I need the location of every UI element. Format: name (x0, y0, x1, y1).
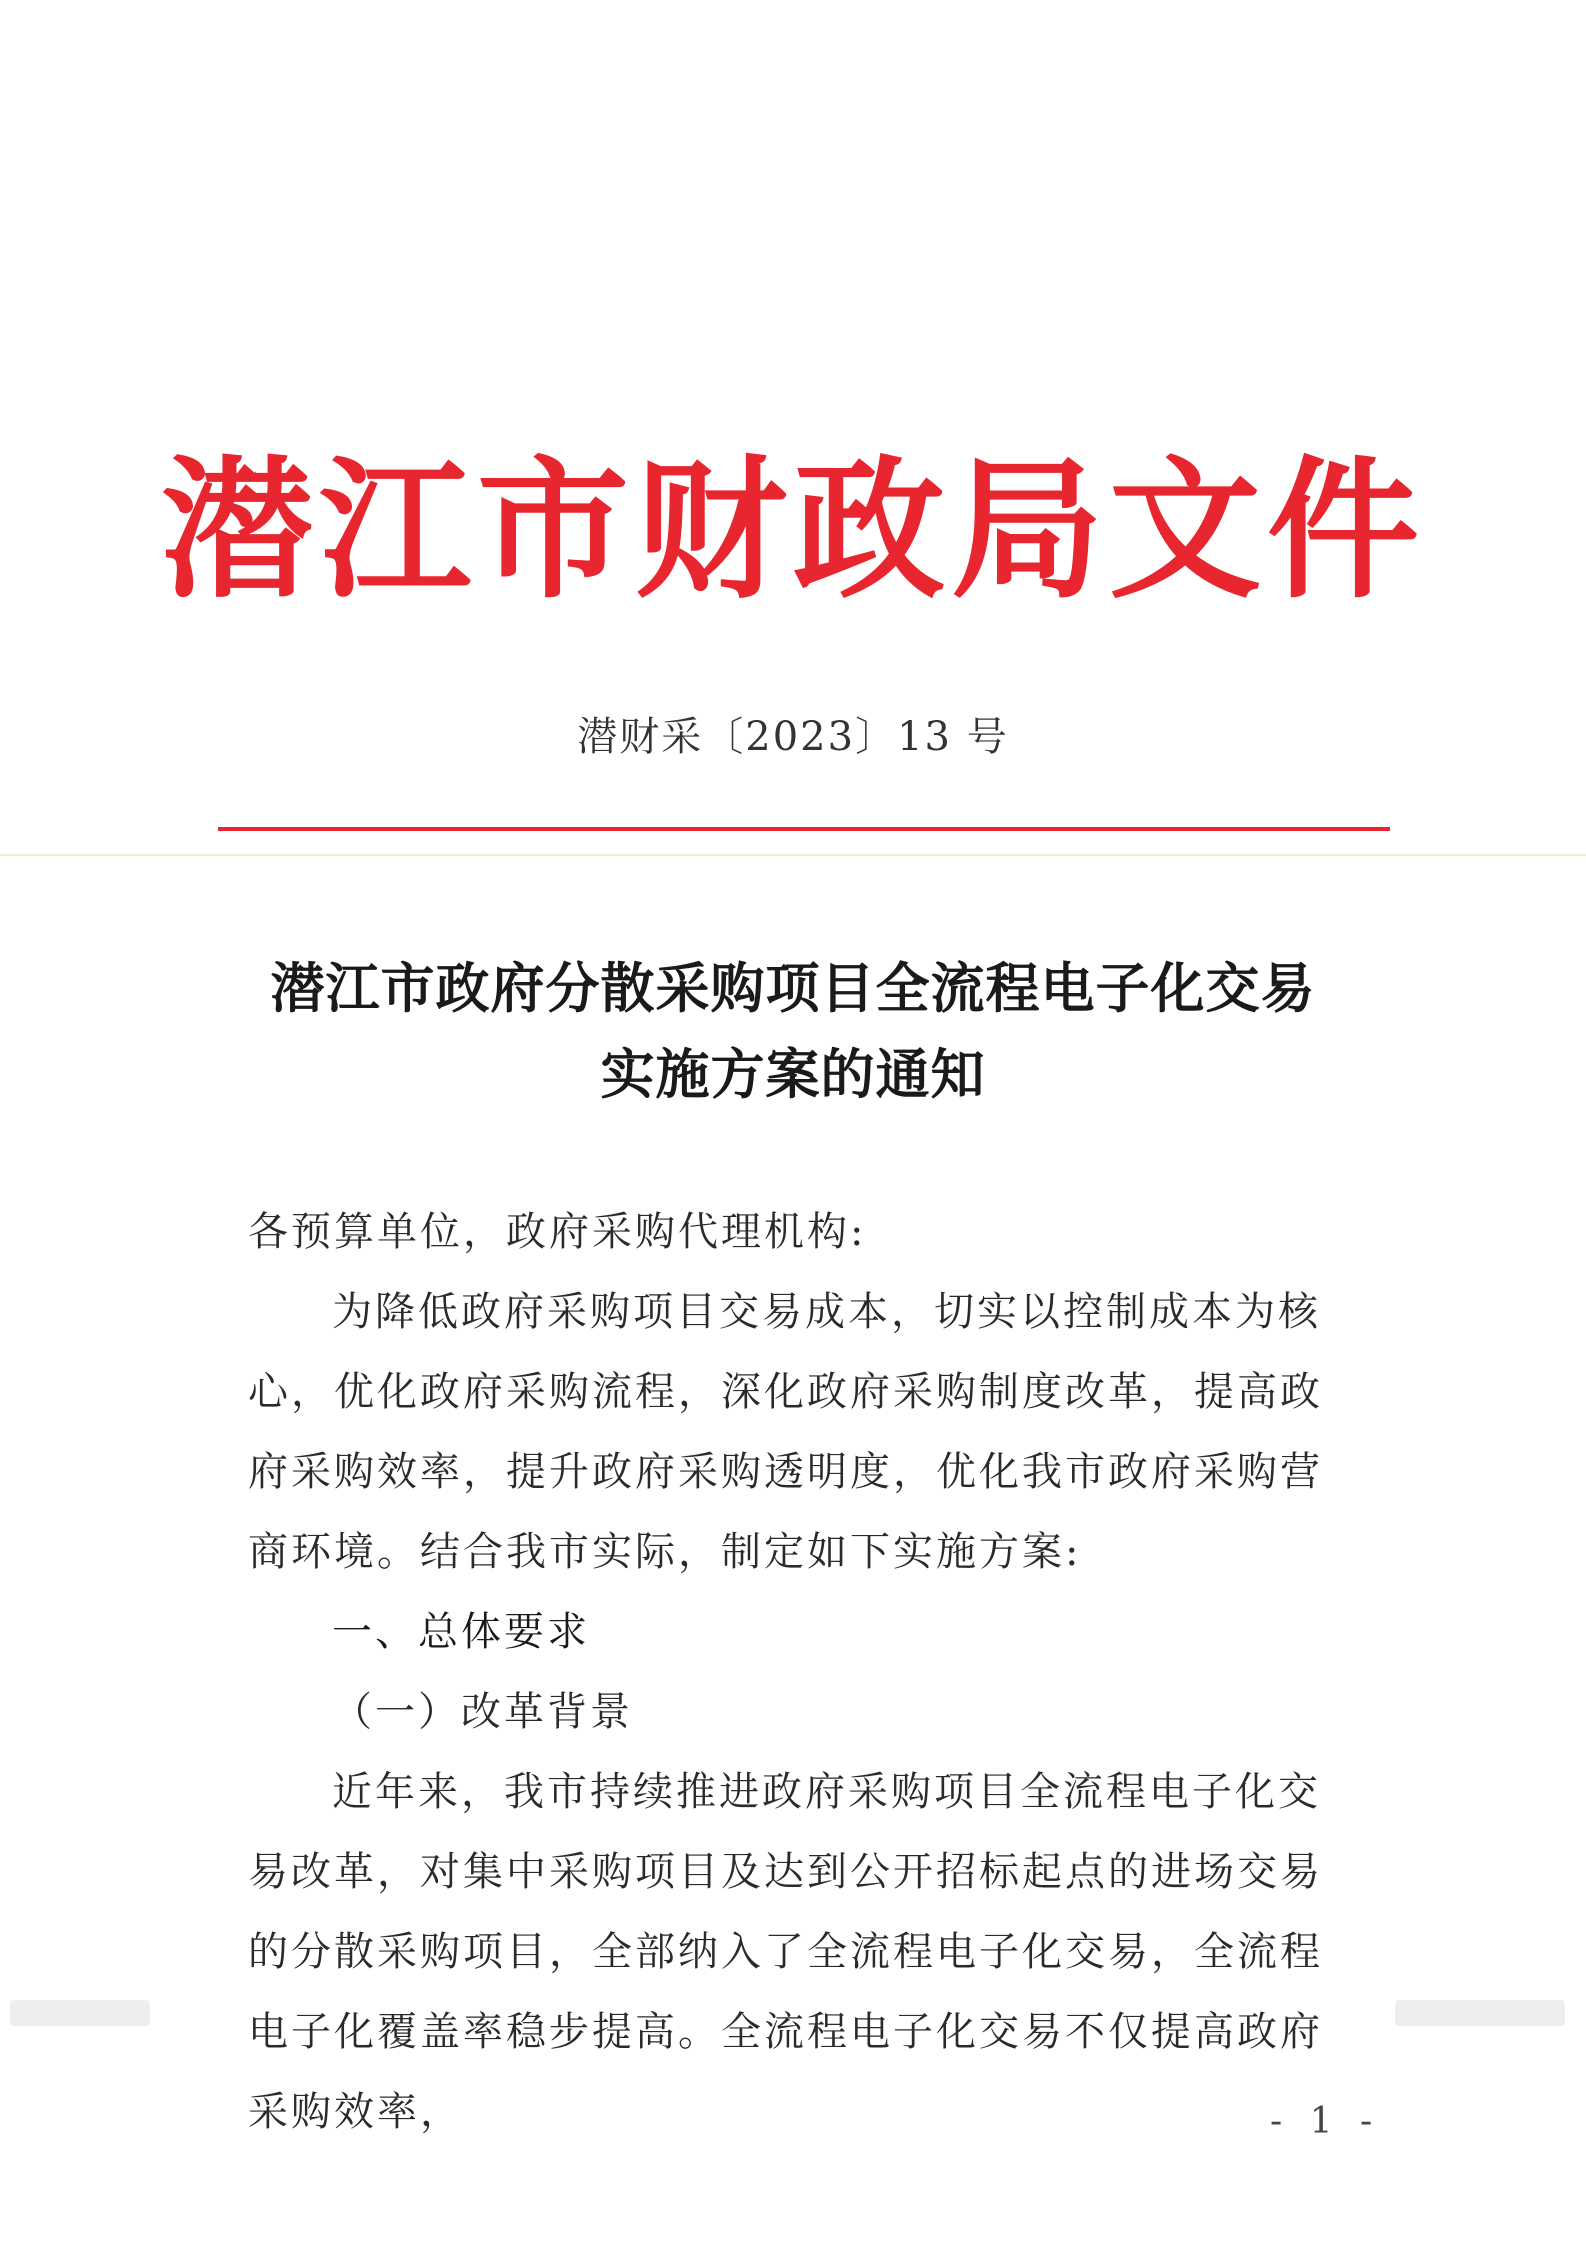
red-separator-line (218, 827, 1390, 831)
paragraph-background-text: 近年来，我市持续推进政府采购项目全流程电子化交易改革，对集中采购项目及达到公开招标起点的进场交易的分散采购项目，全部纳入了全流程电子化交易，全流程电子化覆盖率稳步提高。全流程电子化交易不仅提高政府采购效率， (248, 1769, 1323, 2135)
scan-smudge (10, 2000, 150, 2026)
scan-smudge (1395, 2000, 1565, 2026)
salutation-text: 各预算单位，政府采购代理机构: (248, 1209, 867, 1255)
subsection-heading-reform-background: （一）改革背景 (332, 1689, 633, 1735)
document-title (0, 945, 1586, 1117)
document-title-line-1: 潜江市政府分散采购项目全流程电子化交易 (270, 956, 1316, 1020)
salutation (248, 1192, 1363, 1272)
paragraph-intro (248, 1272, 1363, 1592)
document-title-line-2: 实施方案的通知 (600, 1042, 986, 1106)
document-number: 潜财采〔2023〕13 号 (577, 714, 1009, 760)
scan-artifact-line (0, 854, 1586, 856)
paragraph-background (248, 1752, 1363, 2152)
page-number: - 1 - (1270, 2101, 1381, 2142)
section-heading-general-requirements: 一、总体要求 (332, 1609, 590, 1655)
issuer-header-title: 潜江市财政局文件 (161, 440, 1425, 619)
paragraph-intro-text: 为降低政府采购项目交易成本，切实以控制成本为核心，优化政府采购流程，深化政府采购制度改革，提高政府采购效率，提升政府采购透明度，优化我市政府采购营商环境。结合我市实际，制定如下实施方案: (248, 1289, 1323, 1575)
